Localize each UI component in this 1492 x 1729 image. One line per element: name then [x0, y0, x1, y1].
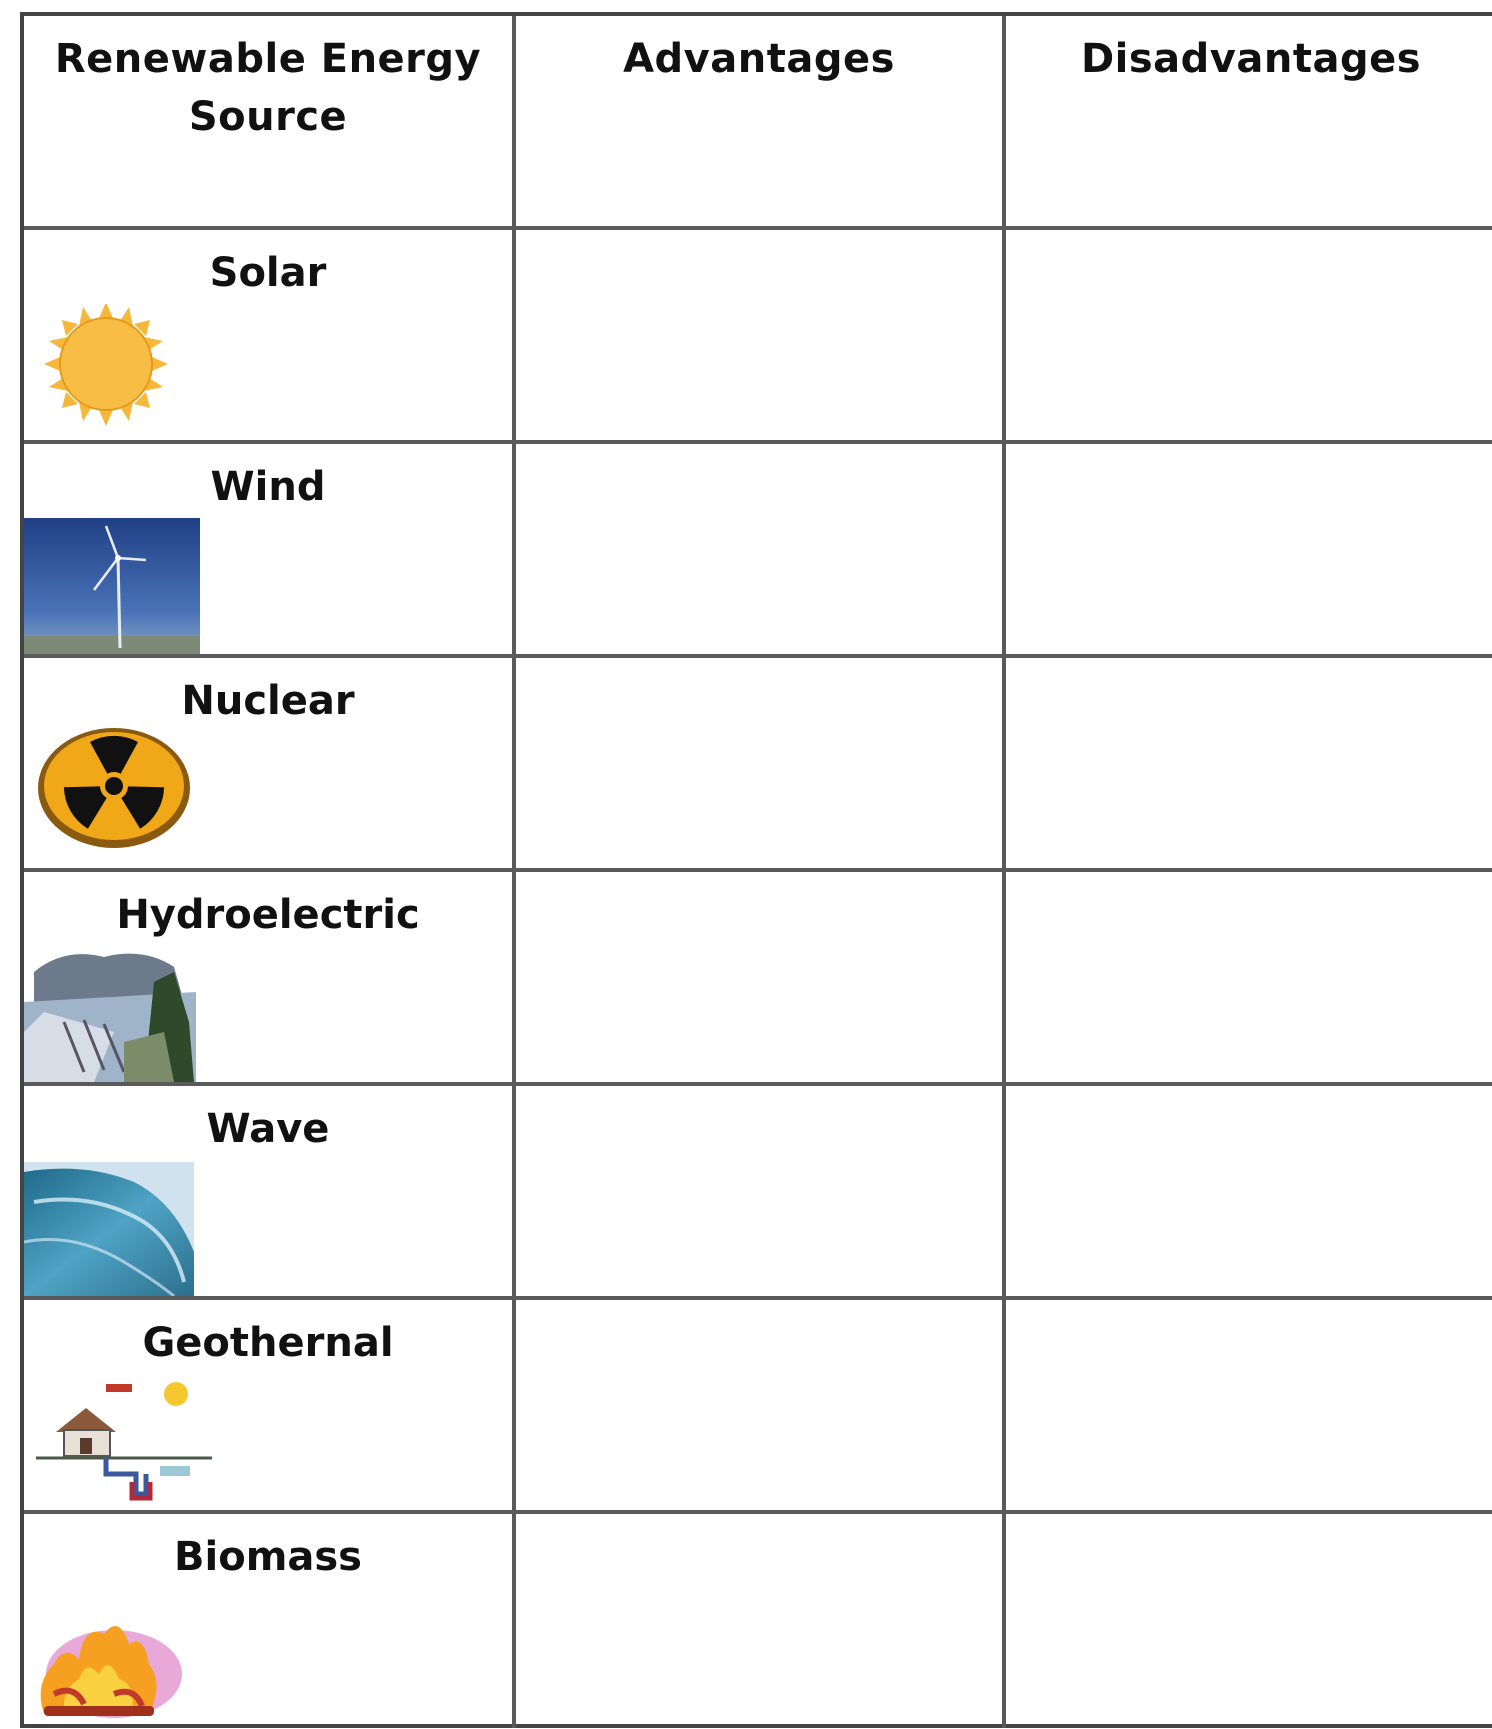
disadvantages-cell-biomass[interactable]: [1006, 1514, 1492, 1728]
advantages-cell-biomass[interactable]: [516, 1514, 1006, 1728]
geothermal-house-icon: [36, 1374, 212, 1504]
advantages-cell-solar[interactable]: [516, 230, 1006, 444]
disadvantages-cell-wave[interactable]: [1006, 1086, 1492, 1300]
energy-worksheet-table: [20, 12, 1492, 1728]
header-advantages-label: Advantages: [623, 36, 895, 82]
dam-icon: [24, 942, 196, 1082]
source-label: Hydroelectric: [116, 892, 420, 938]
header-source-label: Renewable Energy Source: [54, 36, 482, 140]
header-disadvantages: [1006, 16, 1492, 230]
disadvantages-cell-geothermal[interactable]: [1006, 1300, 1492, 1514]
source-cell-biomass: [24, 1514, 516, 1728]
source-label: Biomass: [174, 1534, 362, 1580]
header-source: [24, 16, 516, 230]
source-cell-solar: [24, 230, 516, 444]
source-label: Nuclear: [181, 678, 355, 724]
header-advantages: [516, 16, 1006, 230]
source-cell-wave: [24, 1086, 516, 1300]
fire-icon: [24, 1594, 184, 1724]
radiation-icon: [34, 724, 194, 854]
source-label: Solar: [209, 250, 327, 296]
wave-icon: [24, 1162, 194, 1296]
source-label: Wave: [206, 1106, 330, 1152]
source-cell-wind: [24, 444, 516, 658]
source-cell-hydroelectric: [24, 872, 516, 1086]
disadvantages-cell-hydroelectric[interactable]: [1006, 872, 1492, 1086]
advantages-cell-wind[interactable]: [516, 444, 1006, 658]
source-label: Wind: [210, 464, 326, 510]
advantages-cell-wave[interactable]: [516, 1086, 1006, 1300]
disadvantages-cell-nuclear[interactable]: [1006, 658, 1492, 872]
header-disadvantages-label: Disadvantages: [1080, 36, 1422, 82]
advantages-cell-geothermal[interactable]: [516, 1300, 1006, 1514]
advantages-cell-hydroelectric[interactable]: [516, 872, 1006, 1086]
sun-icon: [34, 304, 184, 434]
disadvantages-cell-solar[interactable]: [1006, 230, 1492, 444]
disadvantages-cell-wind[interactable]: [1006, 444, 1492, 658]
source-label: Geothernal: [142, 1320, 394, 1366]
source-cell-nuclear: [24, 658, 516, 872]
advantages-cell-nuclear[interactable]: [516, 658, 1006, 872]
wind-turbine-icon: [24, 518, 200, 654]
source-cell-geothermal: [24, 1300, 516, 1514]
